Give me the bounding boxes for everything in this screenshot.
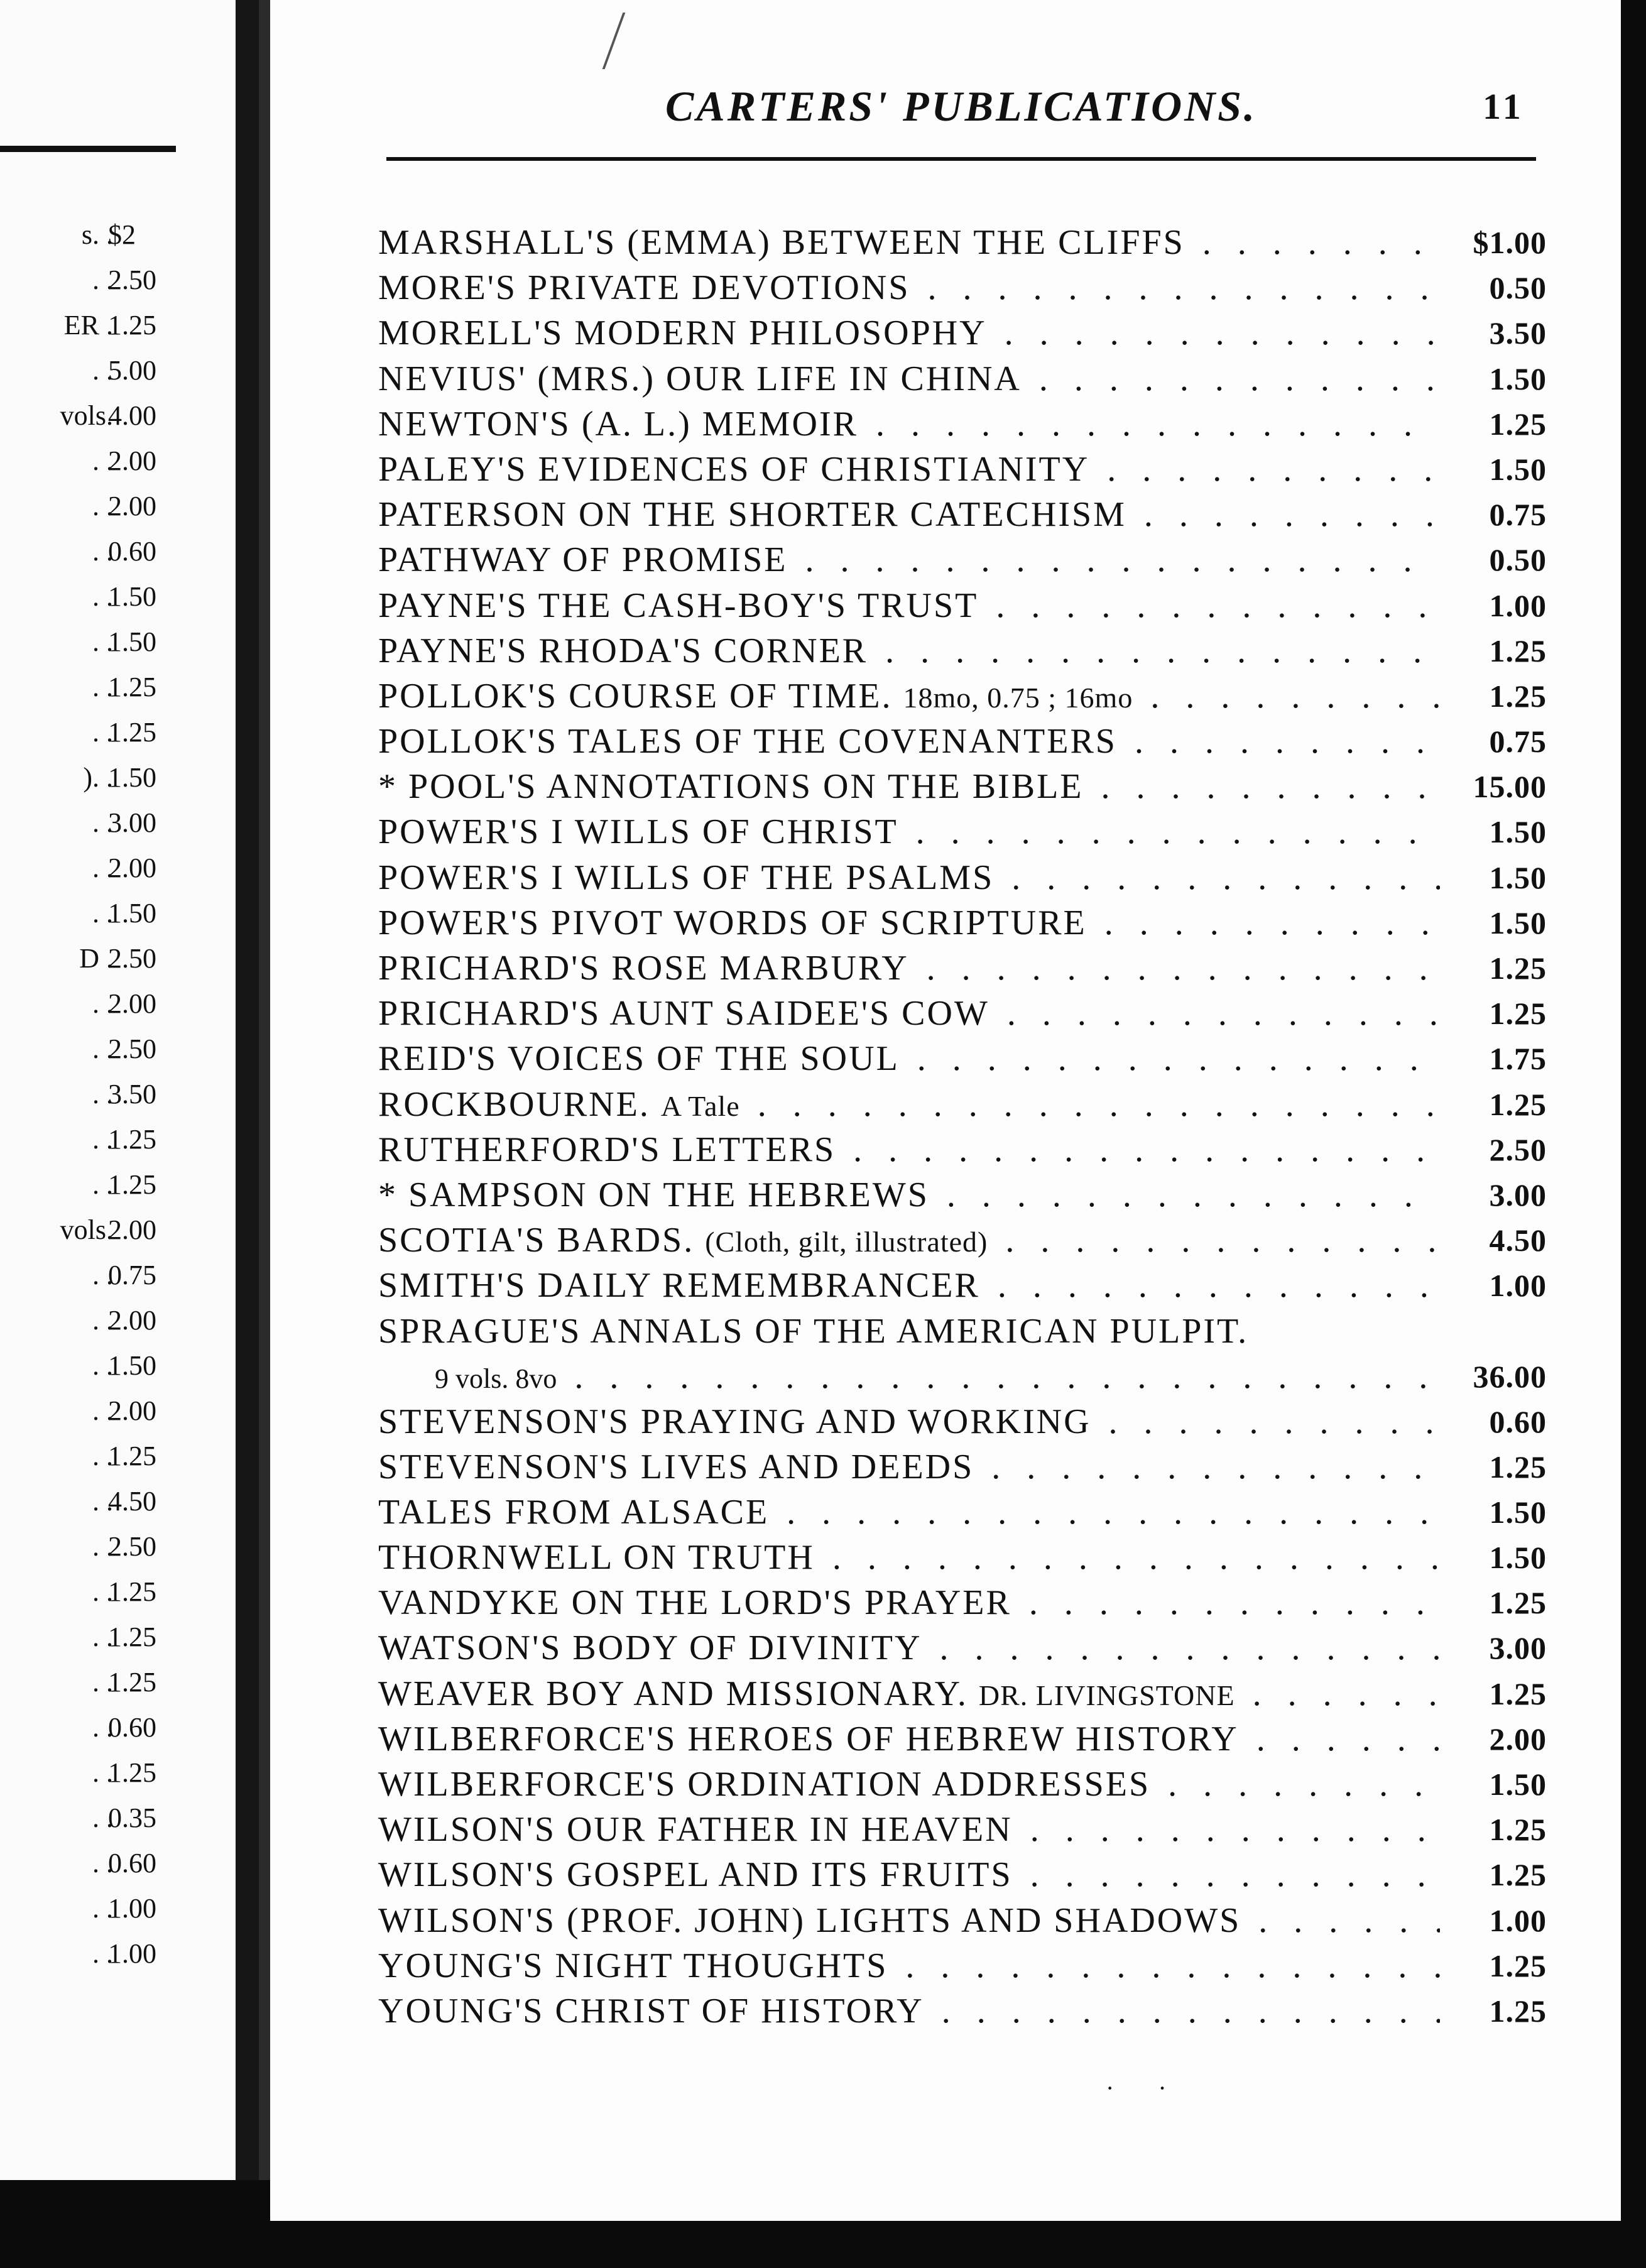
entry-title [378, 628, 1440, 673]
previous-page-row-price: 2.00 [108, 1395, 156, 1426]
entry-title-text: PATHWAY OF PROMISE [378, 540, 788, 580]
previous-page-row [0, 665, 188, 710]
previous-page-row [0, 393, 188, 439]
entry-title-text: THORNWELL ON TRUTH [378, 1538, 815, 1578]
catalog-entry [378, 900, 1547, 946]
entry-title-text: POLLOK'S TALES OF THE COVENANTERS [378, 722, 1117, 761]
previous-page-row [0, 710, 188, 755]
previous-page-row-price: 0.60 [108, 1712, 156, 1743]
entry-title-text: POLLOK'S COURSE OF TIME. [378, 676, 893, 716]
previous-page-row [0, 439, 188, 484]
entry-title [378, 1671, 1440, 1718]
entry-price: 1.50 [1489, 1494, 1547, 1530]
previous-page-row [0, 303, 188, 348]
entry-price: 2.00 [1489, 1721, 1547, 1757]
entry-title [378, 1036, 1440, 1081]
previous-page-row [0, 348, 188, 393]
previous-page-row-price: 0.75 [108, 1260, 156, 1290]
entry-title [378, 855, 1440, 900]
catalog-entry [378, 1127, 1547, 1172]
previous-page-row-fragment: vols. [60, 400, 113, 431]
previous-page-row [0, 1162, 188, 1208]
catalog-entry [378, 447, 1547, 492]
catalog-entry [378, 764, 1547, 809]
previous-page-row-fragment: . . [92, 355, 113, 386]
entry-title [378, 401, 1440, 447]
previous-page-row-fragment: . . [92, 264, 113, 295]
entry-price: 1.25 [1489, 951, 1547, 986]
entry-title-text: WILSON'S (PROF. JOHN) LIGHTS AND SHADOWS [378, 1900, 1241, 1940]
catalog-entry [378, 809, 1547, 854]
previous-page-row [0, 484, 188, 529]
entry-note: 18mo, 0.75 ; 16mo [903, 681, 1133, 714]
entry-price: 1.25 [1489, 406, 1547, 442]
entry-price: 1.50 [1489, 1767, 1547, 1802]
entry-price: 1.50 [1489, 451, 1547, 487]
previous-page-row-fragment: . . [92, 1622, 113, 1652]
entry-title [378, 1807, 1440, 1852]
entry-price: 3.50 [1489, 315, 1547, 351]
entry-title [378, 1172, 1440, 1218]
previous-page-row-fragment: . . [92, 1938, 113, 1969]
entry-title [378, 1263, 1440, 1308]
entry-title-text: ROCKBOURNE. [378, 1084, 650, 1124]
entry-title [378, 220, 1440, 265]
entry-title [378, 265, 1440, 310]
entry-price: 1.00 [1489, 587, 1547, 623]
previous-page-row-price: 1.00 [108, 1938, 156, 1969]
footer-specks: · · [1106, 2074, 1185, 2102]
entry-note: A Tale [660, 1089, 740, 1122]
catalog-entry [378, 1309, 1547, 1399]
entry-title [378, 1852, 1440, 1897]
previous-page-row-price: 1.50 [108, 898, 156, 929]
previous-page-row-price: 1.25 [108, 672, 156, 702]
previous-page-row-fragment: . . [92, 988, 113, 1019]
entry-title-text: SMITH'S DAILY REMEMBRANCER [378, 1266, 980, 1306]
entry-price: 1.00 [1489, 1268, 1547, 1304]
entry-title [378, 1716, 1440, 1762]
entry-price: 1.75 [1489, 1041, 1547, 1077]
previous-page-row-fragment: . . [92, 898, 113, 929]
entry-price: $1.00 [1473, 225, 1547, 260]
header-rule [386, 157, 1536, 161]
previous-page-price-list [0, 212, 188, 1976]
previous-page-row-fragment: . . [92, 536, 113, 567]
previous-page-row-fragment: . . [92, 1441, 113, 1471]
entry-title [378, 447, 1440, 492]
previous-page-row-fragment: . . [92, 672, 113, 702]
entry-title-text: POWER'S I WILLS OF THE PSALMS [378, 858, 995, 897]
previous-page-row [0, 619, 188, 665]
catalog-entry [378, 1444, 1547, 1490]
entry-price: 0.75 [1489, 724, 1547, 760]
entry-price: 3.00 [1489, 1177, 1547, 1213]
entry-title [378, 673, 1440, 721]
entry-title-text: MARSHALL'S (EMMA) BETWEEN THE CLIFFS [378, 223, 1185, 262]
entry-note: (Cloth, gilt, illustrated) [705, 1226, 988, 1258]
previous-page-row [0, 981, 188, 1027]
previous-page-row-price: 1.25 [108, 1622, 156, 1652]
previous-page-row [0, 1388, 188, 1434]
entry-title-text: PRICHARD'S ROSE MARBURY [378, 949, 909, 988]
entry-title-text: YOUNG'S NIGHT THOUGHTS [378, 1946, 888, 1985]
catalog-entry [378, 1852, 1547, 1897]
entry-title [378, 1082, 1440, 1129]
catalog-entry [378, 673, 1547, 719]
catalog-entry [378, 1580, 1547, 1625]
previous-page-row-fragment: ). . [83, 762, 113, 793]
entry-title-text: PAYNE'S RHODA'S CORNER [378, 631, 868, 670]
entry-title [378, 356, 1440, 401]
catalog-entry [378, 946, 1547, 991]
catalog-entry [378, 310, 1547, 356]
entry-price: 1.25 [1489, 1086, 1547, 1122]
previous-page-row [0, 1208, 188, 1253]
entry-title-text: SPRAGUE'S ANNALS OF THE AMERICAN PULPIT. [378, 1311, 1249, 1351]
page-corner-mark [602, 13, 670, 69]
entry-price: 1.25 [1489, 678, 1547, 714]
previous-page-header-rule [0, 146, 176, 152]
entry-title [378, 1625, 1440, 1671]
catalog-entry [378, 1263, 1547, 1308]
previous-page-row-fragment: . . [92, 1079, 113, 1109]
entry-title [378, 1218, 1440, 1265]
page-header [270, 82, 1621, 144]
catalog-entry [378, 1716, 1547, 1762]
catalog-entry [378, 1625, 1547, 1671]
previous-page-row-price: 2.50 [108, 943, 156, 974]
entry-title-text: WILSON'S GOSPEL AND ITS FRUITS [378, 1855, 1013, 1895]
previous-page-row-price: 0.60 [108, 536, 156, 567]
previous-page-row-fragment: . . [92, 581, 113, 612]
entry-price: 1.25 [1489, 996, 1547, 1032]
previous-page-row-fragment: . . [92, 1757, 113, 1788]
previous-page-row-fragment: . . [92, 1576, 113, 1607]
previous-page-row-price: $2 [108, 219, 136, 250]
entry-title-text: SCOTIA'S BARDS. [378, 1221, 695, 1260]
entry-price: 4.50 [1489, 1223, 1547, 1258]
entry-title [378, 900, 1440, 946]
previous-page-row-fragment: . . [92, 1305, 113, 1336]
entry-title [378, 1580, 1440, 1625]
catalog-entry [378, 401, 1547, 447]
previous-page-row [0, 1569, 188, 1615]
entry-title-text: MORE'S PRIVATE DEVOTIONS [378, 268, 910, 308]
previous-page-row-price: 1.25 [108, 717, 156, 748]
previous-page-row-price: 1.50 [108, 581, 156, 612]
previous-page-row [0, 1479, 188, 1524]
previous-page-row [0, 1615, 188, 1660]
previous-page-row-price: 1.50 [108, 1350, 156, 1381]
entry-price: 36.00 [1473, 1358, 1547, 1394]
previous-page-row-fragment: . . [92, 1033, 113, 1064]
entry-title-text: POWER'S PIVOT WORDS OF SCRIPTURE [378, 903, 1087, 942]
previous-page-row [0, 212, 188, 258]
entry-title-text: RUTHERFORD'S LETTERS [378, 1130, 836, 1169]
previous-page-row-fragment: s. . [81, 219, 113, 250]
entry-title [378, 719, 1440, 764]
entry-price: 0.60 [1489, 1404, 1547, 1439]
entry-title [378, 1988, 1440, 2034]
entry-title-text: REID'S VOICES OF THE SOUL [378, 1039, 900, 1079]
entry-title [378, 764, 1440, 809]
page-number: 11 [1483, 86, 1525, 127]
previous-page-row-price: 0.60 [108, 1848, 156, 1878]
previous-page-row-fragment: . . [92, 626, 113, 657]
previous-page-row-price: 2.00 [108, 988, 156, 1019]
catalog-entry [378, 1762, 1547, 1807]
entry-title-text: WILBERFORCE'S ORDINATION ADDRESSES [378, 1765, 1151, 1804]
previous-page-row-fragment: . . [92, 1350, 113, 1381]
entry-price: 1.25 [1489, 1812, 1547, 1848]
entry-title-text: NEWTON'S (A. L.) MEMOIR [378, 404, 858, 444]
previous-page-row-price: 2.50 [108, 1033, 156, 1064]
previous-page-row-fragment: . . [92, 445, 113, 476]
entry-title [378, 1444, 1440, 1490]
catalog-entry [378, 1399, 1547, 1444]
entry-title [378, 1399, 1440, 1444]
previous-page-row-price: 1.25 [108, 1576, 156, 1607]
previous-page-row [0, 1434, 188, 1479]
catalog-entry [378, 1671, 1547, 1716]
entry-title [378, 310, 1440, 356]
entry-title-text: PRICHARD'S AUNT SAIDEE'S COW [378, 994, 989, 1033]
book-gutter-shadow [259, 0, 270, 2180]
entry-title [378, 1943, 1440, 1988]
entry-title-text: PAYNE'S THE CASH-BOY'S TRUST [378, 586, 979, 625]
entry-price: 1.00 [1489, 1902, 1547, 1938]
previous-page-row [0, 1660, 188, 1705]
entry-price: 1.50 [1489, 905, 1547, 940]
entry-price: 1.50 [1489, 361, 1547, 396]
entry-title-text: STEVENSON'S LIVES AND DEEDS [378, 1447, 974, 1486]
previous-page-row [0, 1524, 188, 1569]
catalog-entry [378, 1807, 1547, 1852]
entry-price: 1.25 [1489, 1993, 1547, 2029]
entry-title-text: MORELL'S MODERN PHILOSOPHY [378, 313, 987, 353]
previous-page-row [0, 529, 188, 574]
previous-page-row [0, 800, 188, 846]
entry-price: 1.50 [1489, 1540, 1547, 1576]
previous-page-row-fragment: . . [92, 1169, 113, 1200]
previous-page-row [0, 936, 188, 981]
previous-page-row-price: 2.00 [108, 445, 156, 476]
entry-title-text: STEVENSON'S PRAYING AND WORKING [378, 1402, 1091, 1441]
previous-page-row-price: 1.25 [108, 1124, 156, 1155]
previous-page-row-price: 1.25 [108, 1667, 156, 1698]
previous-page-row-price: 1.25 [108, 1441, 156, 1471]
previous-page-row-price: 1.25 [108, 1757, 156, 1788]
previous-page-row [0, 1931, 188, 1976]
previous-page-row [0, 1886, 188, 1931]
previous-page-row-price: 4.00 [108, 400, 156, 431]
entry-subtitle: 9 vols. 8vo . . . [435, 1354, 1440, 1402]
catalog-entry [378, 1172, 1547, 1218]
entry-title-text: PATERSON ON THE SHORTER CATECHISM [378, 495, 1126, 535]
entry-title [378, 1535, 1440, 1580]
previous-page-row-fragment: . . [92, 1667, 113, 1698]
entry-title-text: WILBERFORCE'S HEROES OF HEBREW HISTORY [378, 1719, 1239, 1758]
entry-price: 1.25 [1489, 1948, 1547, 1983]
previous-page-row-fragment: . . [92, 1124, 113, 1155]
catalog-entry [378, 1535, 1547, 1580]
previous-page-row [0, 258, 188, 303]
previous-page-row-price: 3.50 [108, 1079, 156, 1109]
previous-page-row-price: 1.50 [108, 626, 156, 657]
entry-title-text: * SAMPSON ON THE HEBREWS [378, 1175, 929, 1214]
previous-page-row-price: 1.50 [108, 762, 156, 793]
entry-title-text: VANDYKE ON THE LORD'S PRAYER [378, 1583, 1011, 1623]
entry-title [378, 1309, 1547, 1354]
entry-title [378, 537, 1440, 582]
entry-title-text: NEVIUS' (MRS.) OUR LIFE IN CHINA [378, 359, 1022, 398]
previous-page-row [0, 1027, 188, 1072]
previous-page-row-price: 1.00 [108, 1893, 156, 1924]
entry-price: 15.00 [1473, 769, 1547, 805]
catalog-entry [378, 220, 1547, 265]
previous-page-row-fragment: . . [92, 491, 113, 521]
catalog-entry [378, 356, 1547, 401]
entry-title [378, 809, 1440, 854]
entry-title-text: WATSON'S BODY OF DIVINITY [378, 1628, 922, 1668]
entry-title [378, 1898, 1440, 1943]
entry-title [378, 991, 1440, 1036]
catalog-entry [378, 991, 1547, 1036]
catalog-page [270, 0, 1621, 2221]
previous-page-row-price: 1.25 [108, 1169, 156, 1200]
entry-title [378, 583, 1440, 628]
previous-page-row [0, 1117, 188, 1162]
previous-page-row-fragment: . . [92, 1848, 113, 1878]
previous-page-row [0, 755, 188, 800]
catalog-entry [378, 719, 1547, 764]
catalog-entry [378, 1218, 1547, 1263]
entry-note: DR. LIVINGSTONE [978, 1679, 1235, 1711]
previous-page-row-fragment: . . [92, 717, 113, 748]
previous-page-row [0, 1705, 188, 1750]
entry-price: 3.00 [1489, 1630, 1547, 1666]
previous-page-row-fragment: . . [92, 1395, 113, 1426]
previous-page-row-price: 2.00 [108, 853, 156, 883]
previous-page-row [0, 846, 188, 891]
previous-page-row [0, 1750, 188, 1796]
catalog-entry [378, 1898, 1547, 1943]
previous-page-row-fragment: vols. [60, 1214, 113, 1245]
catalog-entry [378, 265, 1547, 310]
entry-price: 1.25 [1489, 1585, 1547, 1621]
entry-price: 0.50 [1489, 270, 1547, 306]
previous-page-row-fragment: . . [92, 1893, 113, 1924]
previous-page-row [0, 891, 188, 936]
catalog-entry [378, 1082, 1547, 1127]
entry-title-text: PALEY'S EVIDENCES OF CHRISTIANITY [378, 449, 1090, 489]
previous-page-row [0, 1796, 188, 1841]
previous-page-row-price: 2.00 [108, 491, 156, 521]
catalog-entry [378, 1490, 1547, 1535]
entry-title-text: TALES FROM ALSACE [378, 1492, 770, 1532]
previous-page-row-fragment: . . [92, 853, 113, 883]
previous-page-row-price: 4.50 [108, 1486, 156, 1517]
previous-page-row-price: 5.00 [108, 355, 156, 386]
previous-page-row-fragment: D . [79, 943, 113, 974]
entry-title [378, 492, 1440, 537]
previous-page-row-price: 2.50 [108, 264, 156, 295]
entry-price: 1.50 [1489, 859, 1547, 895]
previous-page-row [0, 1253, 188, 1298]
previous-page-row-fragment: . . [92, 1260, 113, 1290]
previous-page-row-fragment: . . [92, 807, 113, 838]
entry-price: 2.50 [1489, 1131, 1547, 1167]
previous-page-row [0, 1072, 188, 1117]
previous-page-row-fragment: ER . [63, 310, 113, 341]
previous-page-row-fragment: . . [92, 1531, 113, 1562]
running-title: CARTERS' PUBLICATIONS. [665, 82, 1258, 130]
catalog-entry [378, 537, 1547, 582]
entry-title-text: WILSON'S OUR FATHER IN HEAVEN [378, 1810, 1013, 1850]
previous-page-row-fragment: . . [92, 1712, 113, 1743]
previous-page-row-price: 0.35 [108, 1802, 156, 1833]
catalog-entries [378, 220, 1547, 2034]
previous-page-row-price: 2.50 [108, 1531, 156, 1562]
entry-title [378, 1490, 1440, 1535]
catalog-entry [378, 855, 1547, 900]
previous-page-row-price: 2.00 [108, 1214, 156, 1245]
catalog-entry [378, 492, 1547, 537]
entry-title [378, 946, 1440, 991]
catalog-entry [378, 583, 1547, 628]
entry-title-text: YOUNG'S CHRIST OF HISTORY [378, 1991, 924, 2031]
previous-page-row [0, 1343, 188, 1388]
entry-title-text: POWER'S I WILLS OF CHRIST [378, 812, 898, 852]
catalog-entry [378, 1988, 1547, 2034]
entry-price: 0.75 [1489, 497, 1547, 533]
previous-page-row-price: 1.25 [108, 310, 156, 341]
entry-title-text: WEAVER BOY AND MISSIONARY. [378, 1674, 968, 1713]
entry-price: 1.50 [1489, 814, 1547, 850]
previous-page-row [0, 574, 188, 619]
entry-price: 0.50 [1489, 542, 1547, 578]
previous-page-row-fragment: . . [92, 1486, 113, 1517]
catalog-entry [378, 1036, 1547, 1081]
catalog-entry [378, 1943, 1547, 1988]
previous-page-row [0, 1841, 188, 1886]
previous-page-fragment [0, 0, 236, 2180]
previous-page-row [0, 1298, 188, 1343]
previous-page-row-price: 2.00 [108, 1305, 156, 1336]
entry-title [378, 1762, 1440, 1807]
entry-price: 1.25 [1489, 1449, 1547, 1485]
entry-price: 1.25 [1489, 1676, 1547, 1711]
previous-page-row-price: 3.00 [108, 807, 156, 838]
entry-price: 1.25 [1489, 633, 1547, 668]
entry-title-text: * POOL'S ANNOTATIONS ON THE BIBLE [378, 767, 1084, 807]
entry-price: 1.25 [1489, 1857, 1547, 1893]
previous-page-row-fragment: . . [92, 1802, 113, 1833]
catalog-entry [378, 628, 1547, 673]
entry-title [378, 1127, 1440, 1172]
